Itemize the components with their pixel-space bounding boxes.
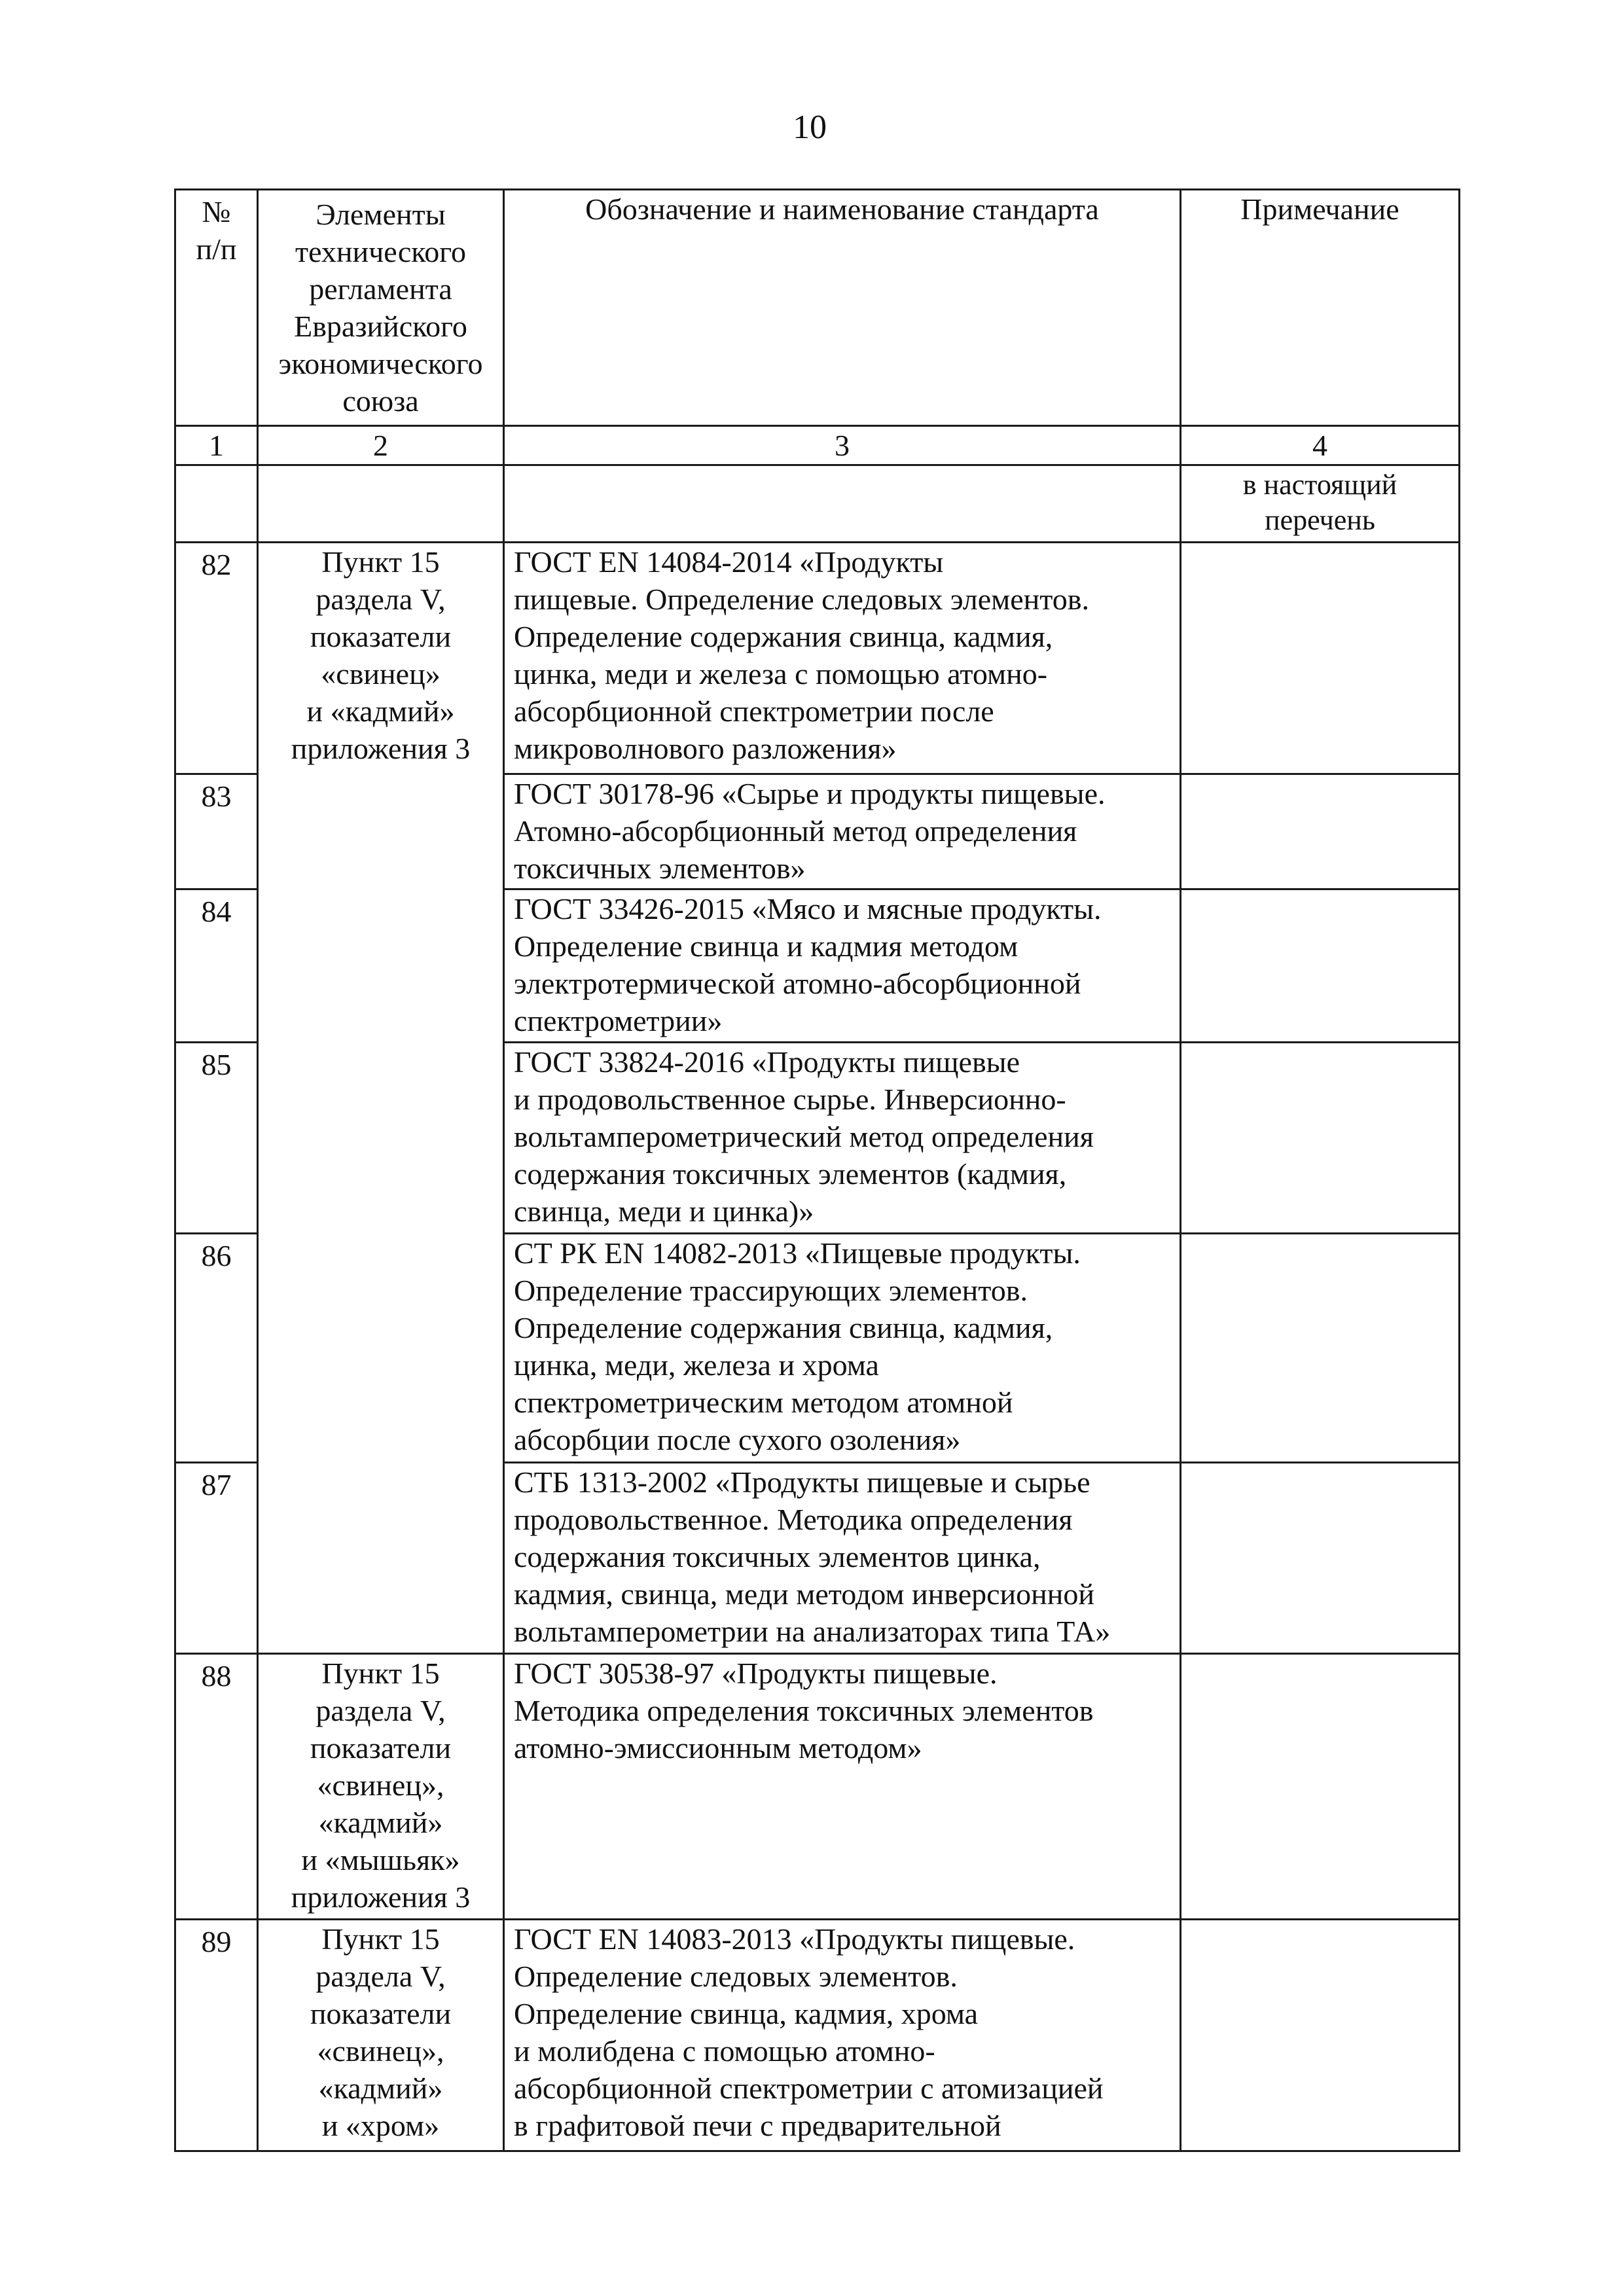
index-cell: 4: [1181, 426, 1460, 465]
row-number: 88: [175, 1654, 258, 1920]
row-number: 82: [175, 543, 258, 774]
row-number: 83: [175, 774, 258, 889]
element-cell: Пункт 15 раздела V, показатели «свинец», «кадмий» и «хром»: [258, 1920, 504, 2151]
standard-cell: СТ РК EN 14082-2013 «Пищевые продукты. Определение трассирующих элементов. Определение содержания свинца, кадмия, цинка, меди, железа и хрома спектрометрическим методом атомной абсорбции после сухого озоления»: [504, 1234, 1181, 1463]
standards-table: [174, 188, 1460, 2152]
row-number: 86: [175, 1234, 258, 1463]
header-elements: Элементы технического регламента Евразийского экономического союза: [258, 190, 504, 426]
index-cell: 3: [504, 426, 1181, 465]
table-row: [175, 1654, 1460, 1920]
row-number: 84: [175, 889, 258, 1043]
index-cell: 2: [258, 426, 504, 465]
note-cell: [1181, 1463, 1460, 1654]
row-number: 85: [175, 1043, 258, 1234]
header-row: [175, 190, 1460, 426]
empty-cell: [504, 465, 1181, 543]
header-note: Примечание: [1181, 190, 1460, 426]
note-cell: [1181, 1043, 1460, 1234]
table-row: [175, 1920, 1460, 2151]
row-number: 89: [175, 1920, 258, 2151]
row-number: 87: [175, 1463, 258, 1654]
standard-cell: ГОСТ 33426-2015 «Мясо и мясные продукты. Определение свинца и кадмия методом электротермической атомно-абсорбционной спектрометрии»: [504, 889, 1181, 1043]
element-cell: Пункт 15 раздела V, показатели «свинец» и «кадмий» приложения 3: [258, 543, 504, 1654]
index-row: [175, 426, 1460, 465]
header-number: № п/п: [175, 190, 258, 426]
page-number: 10: [793, 109, 827, 146]
standard-cell: ГОСТ 30538-97 «Продукты пищевые. Методика определения токсичных элементов атомно-эмиссионным методом»: [504, 1654, 1181, 1920]
standard-cell: ГОСТ 33824-2016 «Продукты пищевые и продовольственное сырье. Инверсионно- вольтамперометрический метод определения содержания токсичных элементов (кадмия, свинца, меди и цинка)»: [504, 1043, 1181, 1234]
standard-cell: ГОСТ EN 14084-2014 «Продукты пищевые. Определение следовых элементов. Определение содержания свинца, кадмия, цинка, меди и железа с помощью атомно- абсорбционной спектрометрии после микроволнового разложения»: [504, 543, 1181, 774]
note-cell: [1181, 889, 1460, 1043]
continuation-row: [175, 465, 1460, 543]
note-cell: [1181, 1654, 1460, 1920]
standard-cell: ГОСТ EN 14083-2013 «Продукты пищевые. Определение следовых элементов. Определение свинца, кадмия, хрома и молибдена с помощью атомно- абсорбционной спектрометрии с атомизацией в графитовой печи с предварительной: [504, 1920, 1181, 2151]
standard-cell: СТБ 1313-2002 «Продукты пищевые и сырье продовольственное. Методика определения содержания токсичных элементов цинка, кадмия, свинца, меди методом инверсионной вольтамперометрии на анализаторах типа ТА»: [504, 1463, 1181, 1654]
empty-cell: [258, 465, 504, 543]
index-cell: 1: [175, 426, 258, 465]
standard-cell: ГОСТ 30178-96 «Сырье и продукты пищевые. Атомно-абсорбционный метод определения токсичных элементов»: [504, 774, 1181, 889]
note-cell: [1181, 1234, 1460, 1463]
element-cell: Пункт 15 раздела V, показатели «свинец», «кадмий» и «мышьяк» приложения 3: [258, 1654, 504, 1920]
header-standard: Обозначение и наименование стандарта: [504, 190, 1181, 426]
table-row: [175, 543, 1460, 774]
empty-cell: [175, 465, 258, 543]
note-cell: [1181, 543, 1460, 774]
note-cell: [1181, 774, 1460, 889]
note-cell: [1181, 1920, 1460, 2151]
continuation-note: в настоящий перечень: [1181, 465, 1460, 543]
